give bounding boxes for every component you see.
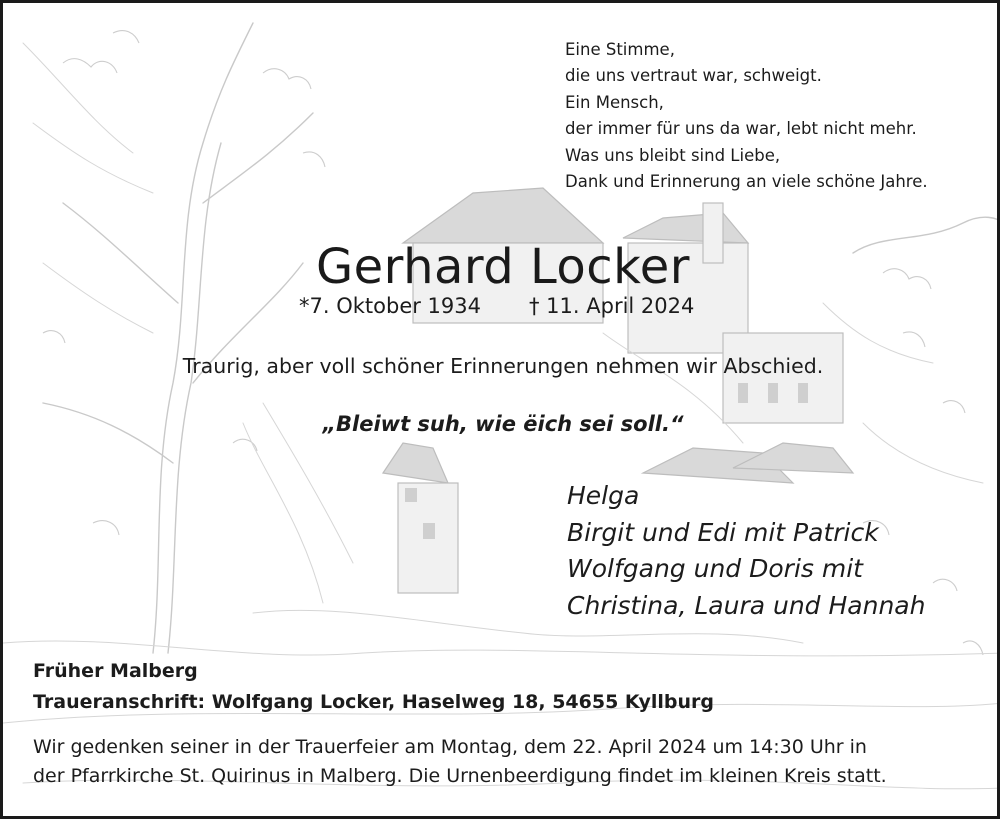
mourner: Birgit und Edi mit Patrick [567, 517, 879, 547]
mourner: Wolfgang und Doris mit [567, 554, 863, 584]
service-line: Wir gedenken seiner in der Trauerfeier am Montag, dem 22. April 2024 um 14:30 Uhr in [33, 736, 867, 758]
poem-line: Eine Stimme, [565, 40, 675, 59]
death-date: † 11. April 2024 [529, 294, 695, 318]
mourners-list [567, 478, 997, 624]
mourner: Helga [567, 481, 640, 510]
mourner: Christina, Laura und Hannah [567, 590, 926, 620]
service-announcement [33, 733, 983, 791]
deceased-name: Gerhard Locker [315, 239, 691, 295]
poem-line: Dank und Erinnerung an viele schöne Jahre. [565, 172, 928, 192]
poem-line: der immer für uns da war, lebt nicht mehr. [565, 119, 917, 139]
former-residence: Früher Malberg [33, 660, 198, 682]
poem-line: die uns vertraut war, schweigt. [565, 66, 822, 86]
service-line: der Pfarrkirche St. Quirinus in Malberg. Die Urnenbeerdigung findet im kleinen Kreis statt. [33, 765, 887, 787]
poem-line: Was uns bleibt sind Liebe, [565, 145, 781, 165]
poem-verse [565, 37, 985, 195]
mourning-address: Traueranschrift: Wolfgang Locker, Haselweg 18, 54655 Kyllburg [33, 691, 714, 713]
poem-line: Ein Mensch, [565, 92, 664, 112]
motto-quote: „Bleiwt suh, wie ëich sei soll.“ [322, 412, 684, 436]
farewell-text: Traurig, aber voll schöner Erinnerungen nehmen wir Abschied. [182, 354, 824, 378]
birth-date: *7. Oktober 1934 [299, 294, 481, 318]
